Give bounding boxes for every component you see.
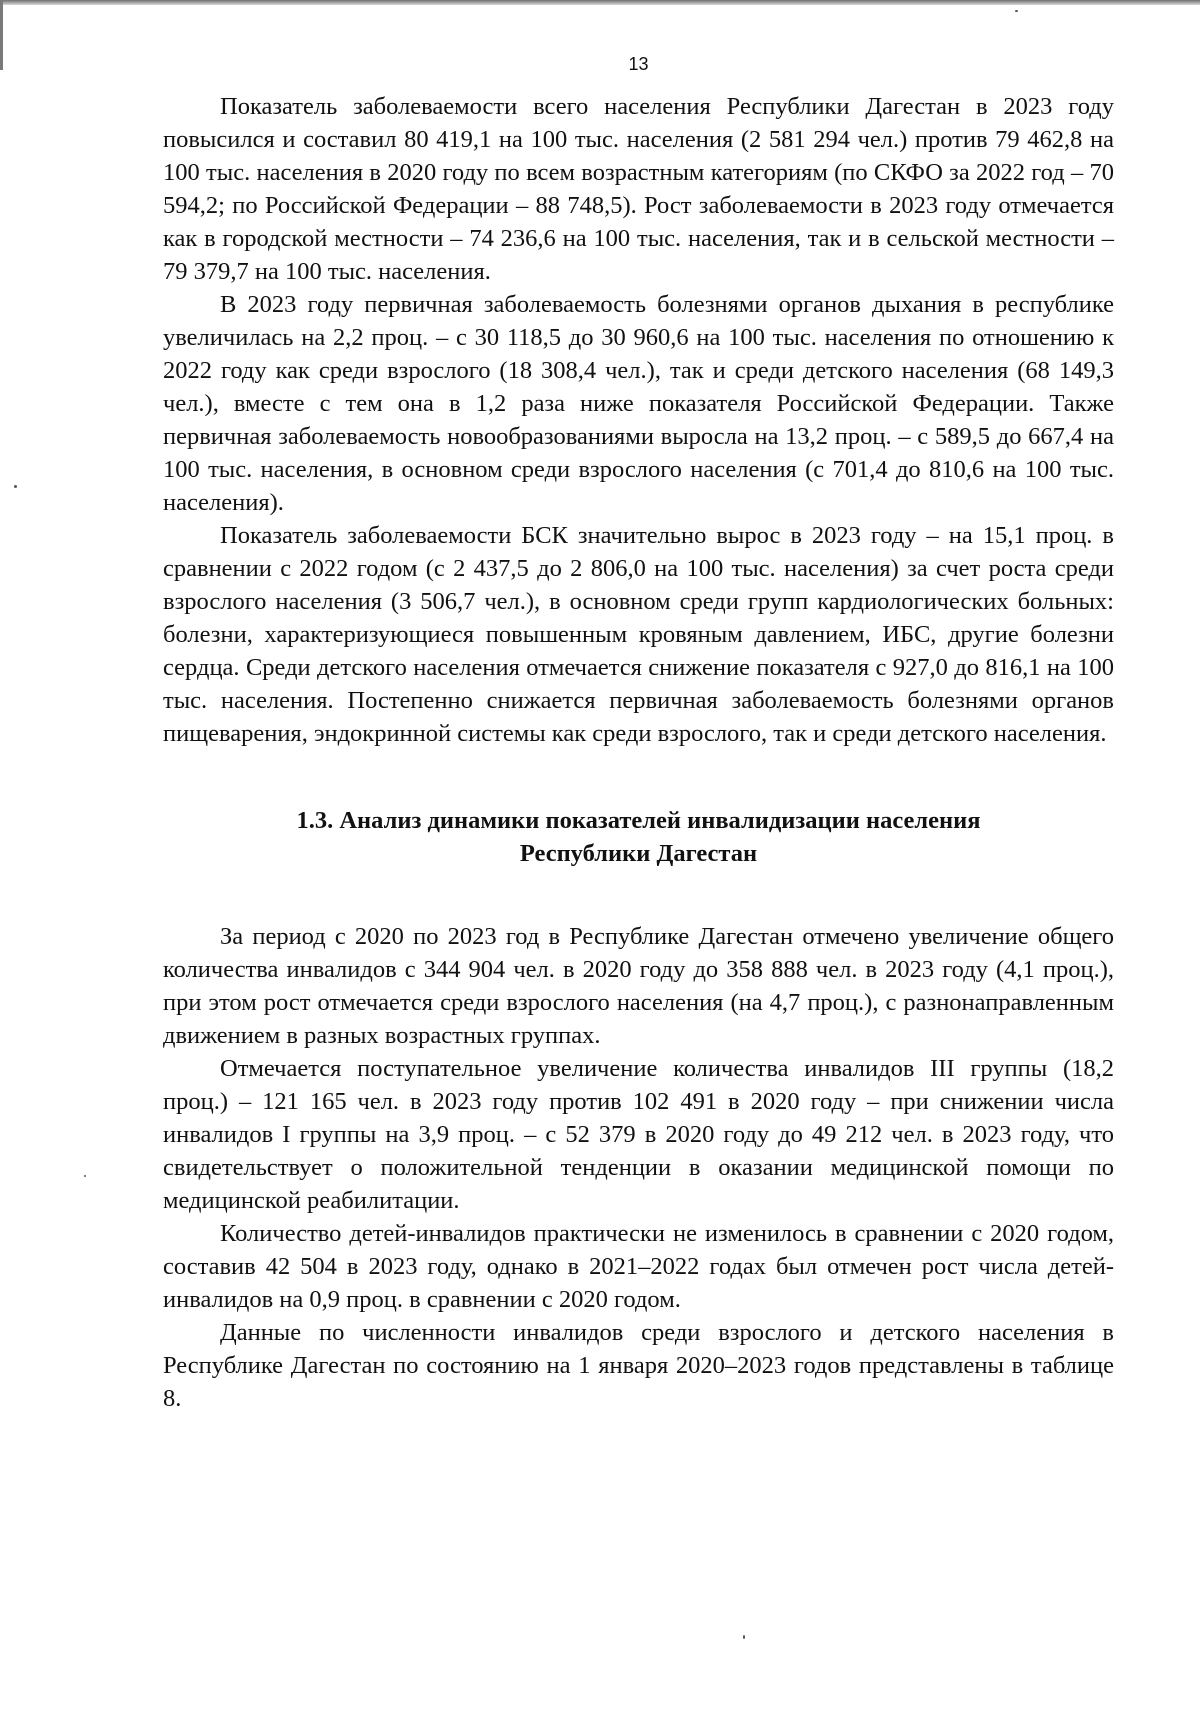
scan-edge (0, 0, 3, 70)
paragraph-morbidity-overall: Показатель заболеваемости всего населения Республики Дагестан в 2023 году повысился и составил 80 419,1 на 100 тыс. населения (2 581 294 чел.) против 79 462,8 на 100 тыс. населения в 2020 году по всем возрастным категориям (по СКФО за 2022 год – 70 594,2; по Российской Федерации – 88 748,5). Рост заболеваемости в 2023 году отмечается как в городской местности – 74 236,6 на 100 тыс. населения, так и в сельской местности – 79 379,7 на 100 тыс. населения. (163, 93, 1114, 285)
paragraph-respiratory-neoplasms: В 2023 году первичная заболеваемость болезнями органов дыхания в республике увеличилась на 2,2 проц. – с 30 118,5 до 30 960,6 на 100 тыс. населения по отношению к 2022 году как среди взрослого (18 308,4 чел.), так и среди детского населения (68 149,3 чел.), вместе с тем она в 1,2 раза ниже показателя Российской Федерации. Также первичная заболеваемость новообразованиями выросла на 13,2 проц. – с 589,5 до 667,4 на 100 тыс. населения, в основном среди взрослого населения (с 701,4 до 810,6 на 100 тыс. населения). (163, 291, 1114, 516)
paragraph-table-reference: Данные по численности инвалидов среди взрослого и детского населения в Республике Дагестан по состоянию на 1 января 2020–2023 годов представлены в таблице 8. (163, 1319, 1114, 1412)
paragraph-disabled-children: Количество детей-инвалидов практически не изменилось в сравнении с 2020 годом, составив 42 504 в 2023 году, однако в 2021–2022 годах был отмечен рост числа детей-инвалидов на 0,9 проц. в сравнении с 2020 годом. (163, 1220, 1114, 1313)
scan-speck (14, 485, 17, 488)
section-heading-line: Республики Дагестан (519, 840, 758, 867)
paragraph-circulatory-diseases: Показатель заболеваемости БСК значительно вырос в 2023 году – на 15,1 проц. в сравнении с 2022 годом (с 2 437,5 до 2 806,0 на 100 тыс. населения) за счет роста среди взрослого населения (3 506,7 чел.), в основном среди групп кардиологических больных: болезни, характеризующиеся повышенным кровяным давлением, ИБС, другие болезни сердца. Среди детского населения отмечается снижение показателя с 927,0 до 816,1 на 100 тыс. населения. Постепенно снижается первичная заболеваемость болезнями органов пищеварения, эндокринной системы как среди взрослого, так и среди детского населения. (163, 522, 1114, 747)
scan-speck (743, 1635, 745, 1639)
scan-speck (1015, 10, 1018, 12)
scan-edge (0, 0, 1200, 5)
page-number: 13 (628, 54, 649, 74)
section-heading (163, 804, 1114, 870)
scan-speck (84, 1175, 86, 1177)
paragraph-disability-total: За период с 2020 по 2023 год в Республике Дагестан отмечено увеличение общего количества инвалидов с 344 904 чел. в 2020 году до 358 888 чел. в 2023 году (4,1 проц.), при этом рост отмечается среди взрослого населения (на 4,7 проц.), с разнонаправленным движением в разных возрастных группах. (163, 923, 1114, 1049)
document-page (163, 52, 1114, 1415)
paragraph-disability-groups: Отмечается поступательное увеличение количества инвалидов III группы (18,2 проц.) – 121 165 чел. в 2023 году против 102 491 в 2020 году – при снижении числа инвалидов I группы на 3,9 проц. – с 52 379 в 2020 году до 49 212 чел. в 2023 году, что свидетельствует о положительной тенденции в оказании медицинской помощи по медицинской реабилитации. (163, 1055, 1114, 1214)
section-heading-line: 1.3. Анализ динамики показателей инвалидизации населения (296, 807, 981, 834)
